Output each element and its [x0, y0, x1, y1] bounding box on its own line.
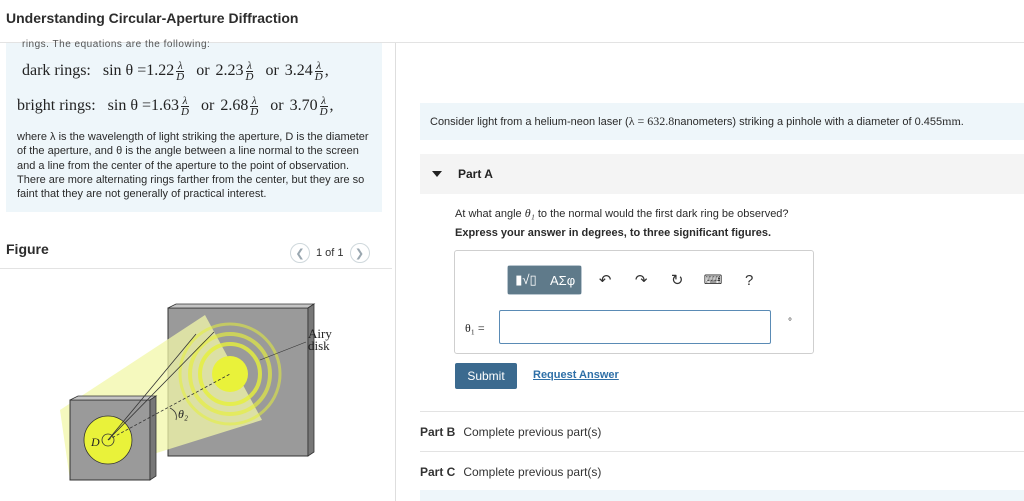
chevron-left-icon[interactable]: ❮: [290, 243, 310, 263]
reset-icon[interactable]: ↻: [670, 272, 684, 289]
part-b-row: [420, 425, 601, 439]
symbols-button[interactable]: ΑΣφ: [544, 266, 581, 294]
pager-text: 1 of 1: [316, 247, 344, 259]
lambda-over-d-fraction: $\frac{\lambda}{D}$: [250, 95, 259, 118]
answer-box: [454, 250, 814, 354]
part-c-status: Complete previous part(s): [463, 465, 602, 479]
or-text: or: [265, 62, 279, 80]
airy-disk-figure: [0, 270, 392, 501]
math-toolbar: [507, 265, 762, 295]
dark-coeff-3: 3.24: [284, 62, 313, 80]
dark-coeff-2: 2.23: [215, 62, 244, 80]
divider: [420, 411, 1024, 412]
problem-text-suffix: .: [960, 115, 964, 128]
part-a-instruction: Express your answer in degrees, to three significant figures.: [455, 227, 772, 239]
answer-label: θ₁ =: [465, 321, 485, 335]
page-title: Understanding Circular-Aperture Diffraction: [6, 10, 299, 26]
bright-coeff-3: 3.70: [289, 97, 318, 115]
dark-rings-label: dark rings:: [22, 62, 91, 80]
divider: [420, 451, 1024, 452]
dark-coeff-1: 1.22: [146, 62, 175, 80]
lambda-over-d-fraction: $\frac{\lambda}{D}$: [245, 60, 254, 83]
theta-label: θ₂: [178, 407, 189, 421]
or-text: or: [200, 97, 215, 115]
figure-divider: [0, 268, 392, 269]
request-answer-link[interactable]: Request Answer: [533, 369, 619, 381]
or-text: or: [196, 62, 210, 80]
templates-button[interactable]: ▮√▯: [508, 266, 544, 294]
degree-unit: °: [788, 317, 792, 328]
diameter-label: D: [91, 435, 100, 449]
disk-label: disk: [308, 338, 330, 353]
intro-cut-text: rings. The equations are the following:: [22, 39, 211, 50]
dark-sin-expr: sin θ =: [102, 62, 147, 80]
lambda-over-d-fraction: $\frac{\lambda}{D}$: [314, 60, 323, 83]
problem-statement: [420, 103, 1024, 140]
problem-wavelength: λ = 632.8: [628, 114, 675, 128]
lambda-over-d-fraction: $\frac{\lambda}{D}$: [176, 60, 185, 83]
bright-rings-equation: bright rings: sin θ =1.63 $\frac{\lambda}{D}$ or 2.68 $\frac{\lambda}{D}$ or 3.70 $\frac{\lambda}{D}$ ,: [17, 95, 334, 118]
submit-button[interactable]: Submit: [455, 363, 517, 389]
answer-input[interactable]: [499, 310, 771, 344]
part-b-status: Complete previous part(s): [463, 425, 602, 439]
part-a-label: Part A: [458, 167, 493, 181]
airy-label: Airy: [308, 326, 332, 341]
or-text: or: [270, 97, 284, 115]
part-b-label: Part B: [420, 425, 456, 439]
lambda-over-d-fraction: $\frac{\lambda}{D}$: [319, 95, 328, 118]
undo-icon[interactable]: ↶: [598, 272, 612, 289]
caret-down-icon[interactable]: [432, 171, 442, 177]
column-divider: [395, 43, 396, 501]
keyboard-icon[interactable]: ⌨: [703, 272, 723, 287]
problem-text-prefix: Consider light from a helium-neon laser (: [430, 115, 629, 128]
intro-description: where λ is the wavelength of light striking the aperture, D is the diameter of the aperture, and θ is the angle between a line normal to the screen and a line from the center of the aperture to the point of observation. There are more alternating rings farther from the center, but they are so faint that they are not generally of practical interest.: [17, 131, 369, 201]
bright-coeff-1: 1.63: [151, 97, 180, 115]
chevron-right-icon[interactable]: ❯: [350, 243, 370, 263]
aperture-side-edge: [150, 396, 156, 480]
dark-rings-equation: dark rings: sin θ =1.22 $\frac{\lambda}{D}$ or 2.23 $\frac{\lambda}{D}$ or 3.24 $\frac{\lambda}{D}$ ,: [22, 60, 329, 83]
problem-text-mid: nanometers) striking a pinhole with a diameter of 0.455: [674, 115, 943, 128]
intro-panel: [6, 39, 382, 212]
screen-top-edge: [168, 304, 314, 308]
part-a-question: At what angle θ₁ to the normal would the first dark ring be observed?: [455, 206, 789, 220]
part-a-header[interactable]: [420, 154, 1024, 194]
next-section-bar: [420, 490, 1024, 501]
bright-rings-label: bright rings:: [17, 97, 96, 115]
problem-unit: mm: [942, 114, 961, 128]
lambda-over-d-fraction: $\frac{\lambda}{D}$: [181, 95, 189, 118]
bright-sin-expr: sin θ =: [107, 97, 152, 115]
help-button[interactable]: ?: [744, 271, 754, 289]
bright-coeff-2: 2.68: [220, 97, 249, 115]
redo-icon[interactable]: ↷: [634, 272, 648, 289]
part-c-row: [420, 465, 601, 479]
figure-pager: [290, 243, 370, 263]
part-c-label: Part C: [420, 465, 456, 479]
template-button-group: [507, 265, 582, 295]
figure-title: Figure: [6, 241, 49, 257]
